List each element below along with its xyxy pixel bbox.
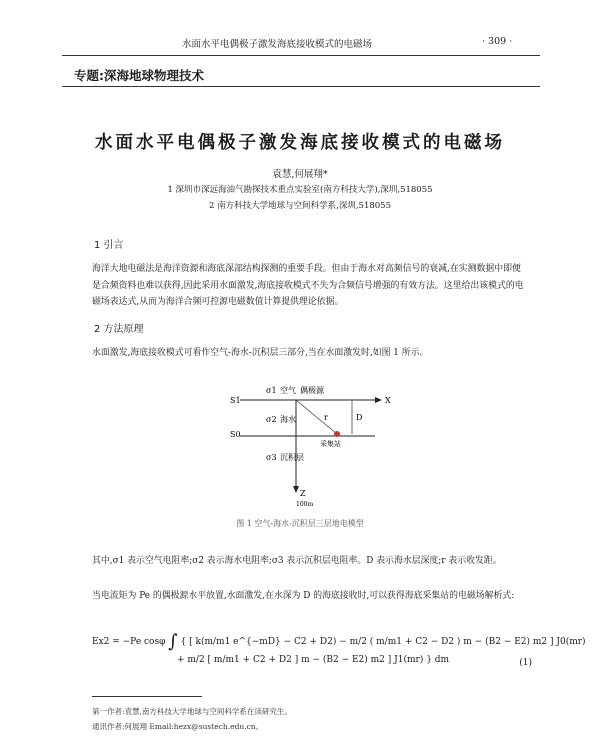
label-r: r (324, 413, 328, 422)
intro-paragraph: 海洋大地电磁法是海洋资源和海底深部结构探测的重要手段。但由于海水对高频信号的衰减,在实测数据中即便是合频资料也难以获得,因此采用水面激发,海底接收模式不失为合频信号增强的有效方法。这里给出该模式的电磁场表达式,从而为海洋合频可控源电磁数值计算提供理论依据。 (92, 264, 524, 307)
label-dipole: 偶极源 (300, 386, 324, 395)
footnote-author: 第一作者:袁慧,南方科技大学地球与空间科学系在读研究生。 (92, 707, 292, 716)
offset-line (296, 400, 337, 434)
equation-1 (92, 625, 586, 680)
affiliation-1: 1 深圳市深远海油气勘探技术重点实验室(南方科技大学),深圳,518055 (167, 185, 433, 195)
label-x-axis: X (385, 396, 391, 405)
x-axis-arrow (375, 397, 382, 403)
label-s0: S0 (230, 430, 241, 439)
page-number: · 309 · (482, 36, 513, 47)
label-sigma3: σ3 (266, 453, 277, 462)
special-topic: 专题:深海地球物理技术 (74, 68, 204, 83)
z-axis-arrow (293, 486, 299, 493)
label-d: D (356, 413, 363, 422)
label-sigma1: σ1 (266, 386, 277, 395)
header-rule (62, 55, 540, 56)
running-title: 水面水平电偶极子激发海底接收模式的电磁场 (182, 39, 373, 50)
special-topic-rule (62, 86, 540, 87)
label-z-axis: Z (300, 489, 306, 498)
footnote-email: 通讯作者:何展翔 Email:hezx@sustech.edu.cn。 (92, 722, 264, 731)
equation-body-2: + m/2 [ m/m1 + C2 + D2 ] m − (B2 − E2) m2 ] J1(mr) } dm (177, 655, 450, 665)
authors: 袁慧,何展翔* (272, 169, 328, 180)
paper-title: 水面水平电偶极子激发海底接收模式的电磁场 (95, 133, 505, 153)
label-air: 空气 (280, 386, 296, 395)
receiver-dot (334, 431, 340, 437)
label-receiver: 采集站 (320, 440, 341, 448)
integral-sign: ∫ (168, 631, 178, 652)
label-water: 海水 (280, 415, 296, 424)
affiliation-2: 2 南方科技大学地球与空间科学系,深圳,518055 (209, 201, 391, 211)
label-sigma2: σ2 (266, 415, 277, 424)
label-sediment: 沉积层 (280, 453, 304, 462)
section-heading-intro: 1 引言 (94, 240, 124, 251)
label-z-unit: 100m (296, 501, 314, 508)
figure-caption: 图 1 空气-海水-沉积层三层地电模型 (236, 519, 364, 528)
equation-number: (1) (519, 658, 532, 668)
equation-line-1 (92, 631, 586, 652)
equation-line-2 (177, 655, 449, 665)
equation-lhs: Ex2 = −Pe cosφ (92, 637, 166, 647)
section-heading-method: 2 方法原理 (94, 324, 144, 335)
equation-body-1: { [ k(m/m1 e^{−mD} − C2 + D2) − m/2 ( m/m1 + C2 − D2 ) m − (B2 − E2) m2 ] J0(mr) (180, 637, 586, 647)
variable-definitions-paragraph: 其中,σ1 表示空气电阻率;σ2 表示海水电阻率;σ3 表示沉积层电阻率。D 表示海水层深度;r 表示收发距。 (92, 556, 502, 566)
dipole-description-paragraph: 当电流矩为 Pe 的偶极源水平放置,水面激发,在水深为 D 的海底接收时,可以获得海底采集站的电磁场解析式: (92, 591, 515, 601)
footnote-rule (92, 696, 202, 697)
label-s1: S1 (230, 396, 241, 405)
three-layer-model-figure (230, 378, 400, 508)
method-paragraph: 水面激发,海底接收模式可看作空气-海水-沉积层三部分,当在水面激发时,如图 1 所示。 (92, 348, 429, 358)
